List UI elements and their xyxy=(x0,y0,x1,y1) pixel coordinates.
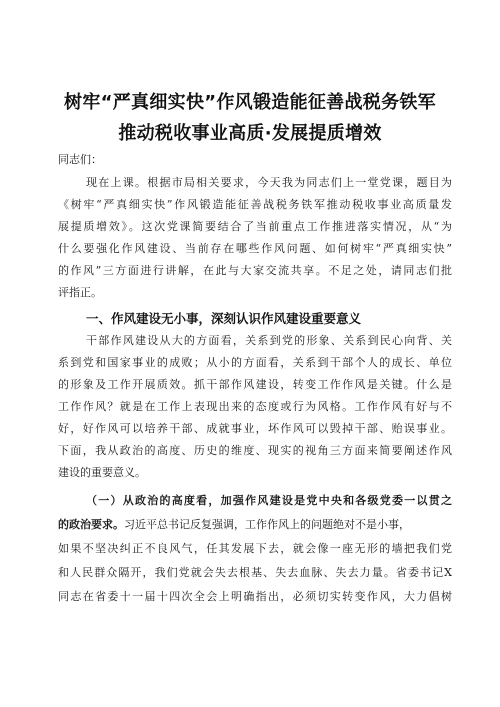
intro-line: 现在上课。根据市局相关要求，今天我为同志们上一堂党课，题目为 xyxy=(86,176,452,189)
section-1-line: 系到党和国家事业的成败；从小的方面看，关系到干部个人的成长、单位 xyxy=(58,356,452,369)
subsection-1-lead-end: 的政治要求。 xyxy=(58,518,124,531)
section-1-line: 干部作风建设从大的方面看，关系到党的形象、关系到民心向背、关 xyxy=(86,334,452,347)
section-1-line: 工作作风？就是在工作上表现出来的态度或行为风格。工作作风有好与不 xyxy=(58,400,452,413)
section-1-line: 的形象及工作开展质效。抓干部作风建设，转变工作作风是关键。什么是 xyxy=(58,378,452,391)
section-1-line: 好，好作风可以培养干部、成就事业，坏作风可以毁掉干部、贻误事业。 xyxy=(58,422,452,435)
subsection-1-line: 和人民群众隔开，我们党就会失去根基、失去血脉、失去力量。省委书记X xyxy=(58,566,452,579)
document-title-line-2: 推动税收事业高质·发展提质增效 xyxy=(118,123,382,144)
intro-line: 什么要强化作风建设、当前存在哪些作风问题、如何树牢“严真细实快” xyxy=(58,242,452,255)
intro-line: 展提质增效》。这次党课简要结合了当前重点工作推进落实情况，从“为 xyxy=(58,220,452,233)
intro-line: 《树牢“严真细实快”作风锻造能征善战税务铁军推动税收事业高质量发 xyxy=(58,198,452,211)
subsection-1-line: 同志在省委十一届十四次全会上明确指出，必须切实转变作风，大力倡树 xyxy=(58,590,452,603)
salutation: 同志们： xyxy=(58,153,102,166)
subsection-1-line: 如果不坚决纠正不良风气，任其发展下去，就会像一座无形的墙把我们党 xyxy=(58,542,452,555)
intro-line: 评指正。 xyxy=(58,286,102,299)
section-1-line: 建设的重要意义。 xyxy=(58,466,146,479)
subsection-1-line-2-text: 习近平总书记反复强调，工作作风上的问题绝对不是小事， xyxy=(124,518,410,531)
section-1-heading: 一、作风建设无小事，深刻认识作风建设重要意义 xyxy=(86,311,362,326)
subsection-1-line-2 xyxy=(58,517,452,533)
document-title-line-1: 树牢“严真细实快”作风锻造能征善战税务铁军 xyxy=(64,92,436,113)
section-1-line: 下面，我从政治的高度、历史的维度、现实的视角三方面来简要阐述作风 xyxy=(58,444,452,457)
subsection-1-lead: （一）从政治的高度看，加强作风建设是党中央和各级党委一以贯之 xyxy=(86,494,452,507)
intro-line: 的作风”三方面进行讲解，在此与大家交流共享。不足之处，请同志们批 xyxy=(58,264,452,277)
